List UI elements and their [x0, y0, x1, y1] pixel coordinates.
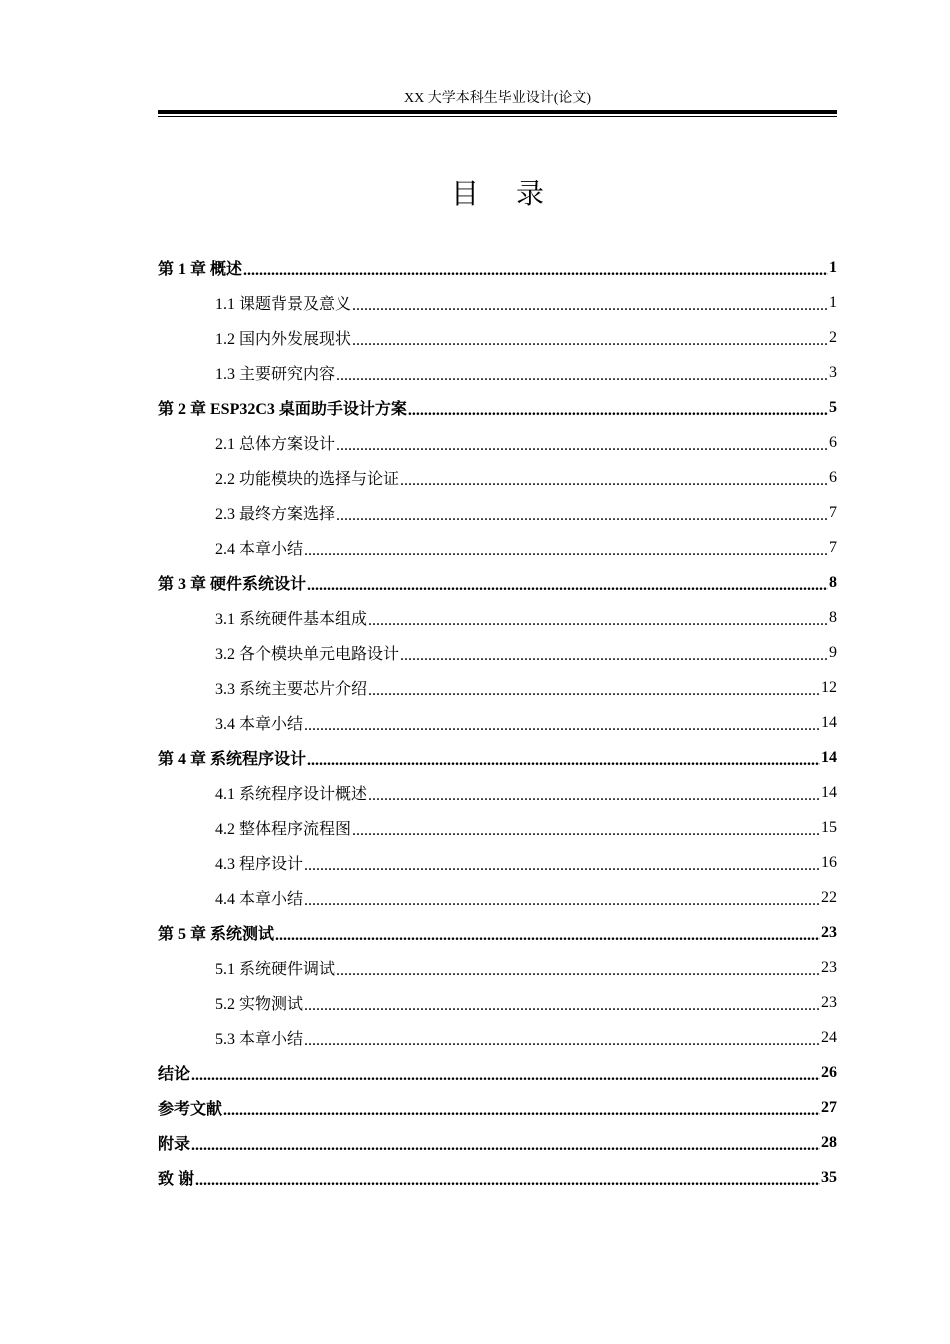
toc-entry-section[interactable] [158, 635, 837, 670]
toc-entry-chapter[interactable] [158, 390, 837, 425]
header-rule-thick [158, 110, 837, 114]
toc-dot-leader [304, 717, 820, 735]
toc-entry-label: 3.1 系统硬件基本组成 [215, 611, 368, 628]
toc-dot-leader [191, 1067, 820, 1085]
toc-entry-section[interactable] [158, 320, 837, 355]
toc-entry-section[interactable] [158, 460, 837, 495]
toc-entry-page: 35 [821, 1168, 837, 1186]
toc-dot-leader [336, 367, 828, 385]
toc-entry-page: 26 [821, 1063, 837, 1081]
toc-entry-label: 2.4 本章小结 [215, 541, 304, 558]
toc-entry-page: 27 [821, 1098, 837, 1116]
toc-list [158, 250, 837, 1195]
toc-entry-page: 14 [821, 748, 837, 766]
toc-entry-label: 第 4 章 系统程序设计 [158, 751, 307, 768]
toc-entry-page: 23 [821, 923, 837, 941]
toc-entry-page: 14 [821, 783, 837, 801]
toc-entry-section[interactable] [158, 285, 837, 320]
toc-entry-section[interactable] [158, 705, 837, 740]
toc-entry-page: 23 [821, 993, 837, 1011]
toc-dot-leader [336, 437, 828, 455]
toc-dot-leader [304, 857, 820, 875]
toc-title: 目 录 [451, 177, 558, 210]
toc-entry-page: 7 [829, 538, 837, 556]
toc-dot-leader [304, 542, 828, 560]
toc-entry-label: 3.4 本章小结 [215, 716, 304, 733]
toc-dot-leader [304, 997, 820, 1015]
toc-dot-leader [191, 1137, 820, 1155]
toc-dot-leader [275, 927, 820, 945]
toc-entry-page: 1 [829, 258, 837, 276]
toc-entry-chapter[interactable] [158, 565, 837, 600]
toc-entry-label: 第 3 章 硬件系统设计 [158, 576, 307, 593]
toc-entry-section[interactable] [158, 495, 837, 530]
toc-entry-page: 15 [821, 818, 837, 836]
toc-entry-page: 6 [829, 468, 837, 486]
header-rule-thin [158, 116, 837, 117]
toc-entry-section[interactable] [158, 985, 837, 1020]
toc-entry-label: 1.3 主要研究内容 [215, 366, 336, 383]
toc-entry-page: 5 [829, 398, 837, 416]
toc-entry-label: 第 2 章 ESP32C3 桌面助手设计方案 [158, 401, 407, 418]
toc-entry-label: 2.1 总体方案设计 [215, 436, 336, 453]
toc-entry-chapter[interactable] [158, 1125, 837, 1160]
toc-entry-label: 1.2 国内外发展现状 [215, 331, 352, 348]
toc-entry-page: 7 [829, 503, 837, 521]
toc-dot-leader [368, 612, 828, 630]
toc-entry-page: 6 [829, 433, 837, 451]
toc-entry-section[interactable] [158, 1020, 837, 1055]
toc-entry-section[interactable] [158, 810, 837, 845]
toc-dot-leader [304, 1032, 820, 1050]
toc-entry-section[interactable] [158, 880, 837, 915]
toc-entry-page: 12 [821, 678, 837, 696]
toc-entry-label: 5.2 实物测试 [215, 996, 304, 1013]
toc-dot-leader [352, 297, 828, 315]
toc-entry-chapter[interactable] [158, 1055, 837, 1090]
toc-entry-label: 2.2 功能模块的选择与论证 [215, 471, 400, 488]
toc-entry-page: 28 [821, 1133, 837, 1151]
toc-entry-section[interactable] [158, 950, 837, 985]
toc-entry-label: 附录 [158, 1136, 191, 1153]
toc-dot-leader [304, 892, 820, 910]
toc-entry-chapter[interactable] [158, 1090, 837, 1125]
toc-entry-chapter[interactable] [158, 740, 837, 775]
toc-entry-label: 2.3 最终方案选择 [215, 506, 336, 523]
toc-entry-section[interactable] [158, 600, 837, 635]
toc-entry-section[interactable] [158, 670, 837, 705]
toc-entry-page: 8 [829, 573, 837, 591]
toc-entry-label: 参考文献 [158, 1101, 223, 1118]
toc-entry-label: 4.4 本章小结 [215, 891, 304, 908]
toc-entry-label: 第 1 章 概述 [158, 261, 243, 278]
toc-dot-leader [243, 262, 828, 280]
toc-entry-label: 3.2 各个模块单元电路设计 [215, 646, 400, 663]
toc-entry-label: 5.3 本章小结 [215, 1031, 304, 1048]
toc-entry-chapter[interactable] [158, 1160, 837, 1195]
toc-entry-page: 9 [829, 643, 837, 661]
toc-entry-label: 第 5 章 系统测试 [158, 926, 275, 943]
toc-entry-section[interactable] [158, 530, 837, 565]
toc-dot-leader [408, 402, 828, 420]
toc-entry-label: 5.1 系统硬件调试 [215, 961, 336, 978]
toc-dot-leader [223, 1102, 820, 1120]
toc-entry-section[interactable] [158, 425, 837, 460]
toc-entry-label: 4.1 系统程序设计概述 [215, 786, 368, 803]
toc-entry-page: 8 [829, 608, 837, 626]
toc-dot-leader [195, 1172, 820, 1190]
toc-entry-page: 14 [821, 713, 837, 731]
toc-dot-leader [307, 577, 828, 595]
toc-dot-leader [368, 787, 820, 805]
toc-entry-page: 2 [829, 328, 837, 346]
toc-entry-page: 22 [821, 888, 837, 906]
toc-entry-section[interactable] [158, 845, 837, 880]
toc-dot-leader [352, 822, 820, 840]
toc-entry-chapter[interactable] [158, 915, 837, 950]
toc-entry-page: 24 [821, 1028, 837, 1046]
toc-dot-leader [336, 507, 828, 525]
toc-dot-leader [400, 472, 828, 490]
toc-entry-label: 致 谢 [158, 1171, 195, 1188]
toc-entry-page: 16 [821, 853, 837, 871]
toc-entry-page: 1 [829, 293, 837, 311]
toc-entry-label: 3.3 系统主要芯片介绍 [215, 681, 368, 698]
toc-entry-label: 1.1 课题背景及意义 [215, 296, 352, 313]
toc-entry-section[interactable] [158, 355, 837, 390]
header-title: XX 大学本科生毕业设计(论文) [403, 91, 592, 106]
toc-entry-label: 结论 [158, 1066, 191, 1083]
toc-entry-label: 4.3 程序设计 [215, 856, 304, 873]
toc-entry-page: 23 [821, 958, 837, 976]
toc-dot-leader [336, 962, 820, 980]
toc-entry-section[interactable] [158, 775, 837, 810]
toc-dot-leader [400, 647, 828, 665]
toc-entry-chapter[interactable] [158, 250, 837, 285]
toc-dot-leader [352, 332, 828, 350]
toc-entry-page: 3 [829, 363, 837, 381]
toc-dot-leader [307, 752, 820, 770]
toc-entry-label: 4.2 整体程序流程图 [215, 821, 352, 838]
toc-dot-leader [368, 682, 820, 700]
